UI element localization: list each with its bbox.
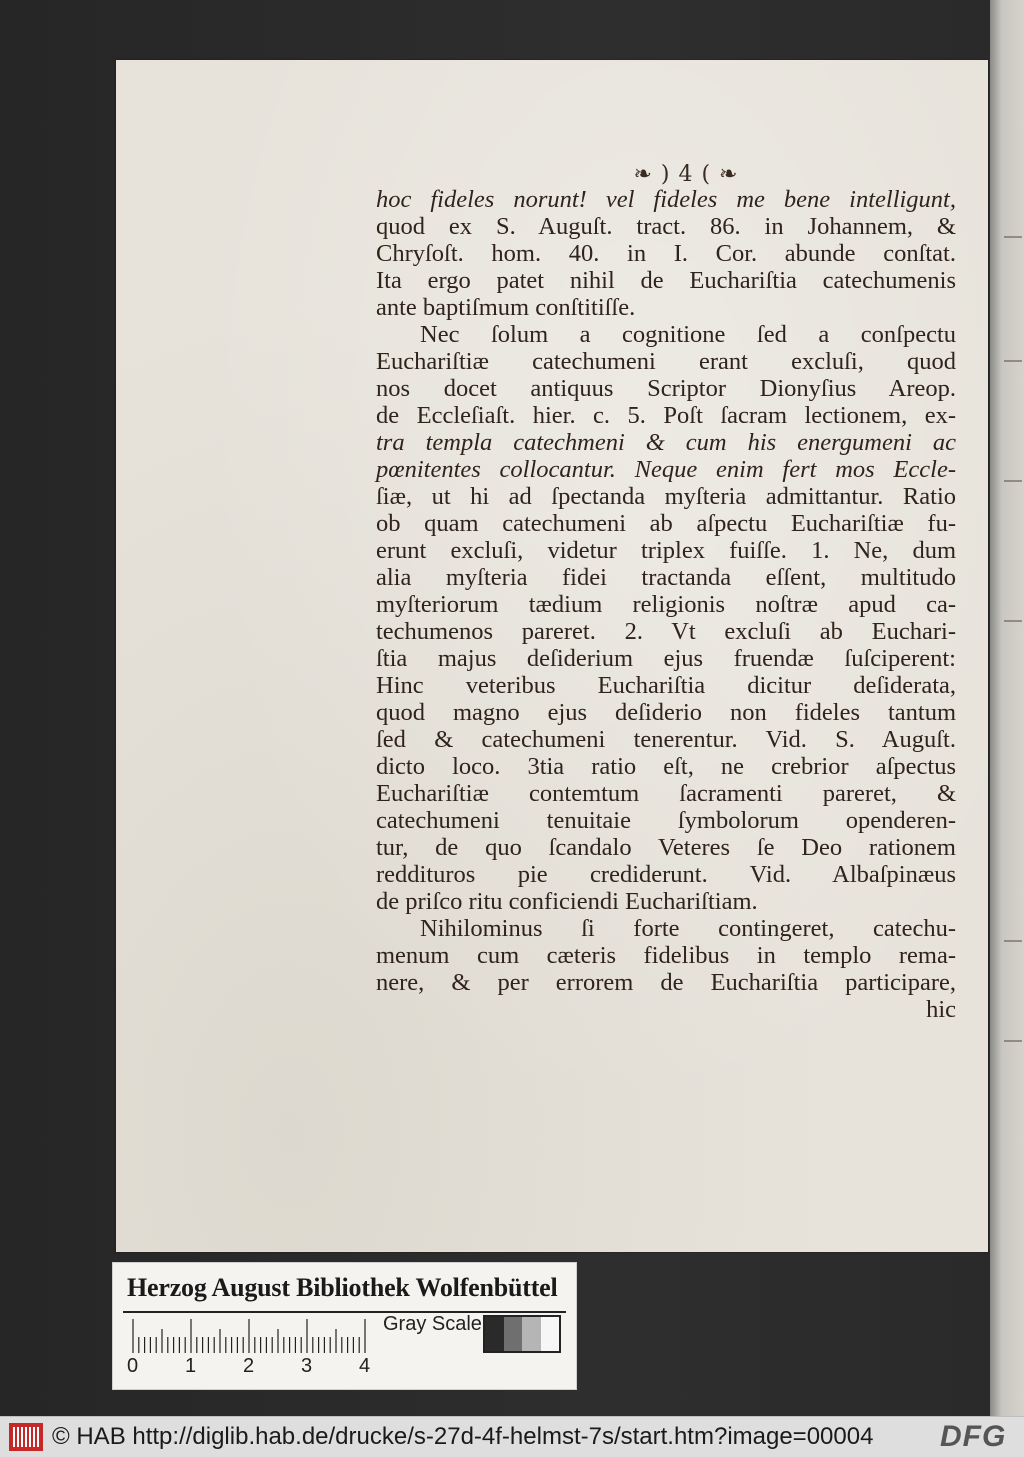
text-line: Hinc veteribus Euchariſtia dicitur deſiderata,	[376, 672, 956, 699]
copyright-url[interactable]: © HAB http://diglib.hab.de/drucke/s-27d-4f-helmst-7s/start.htm?image=00004	[52, 1423, 874, 1450]
text-line: ſiæ, ut hi ad ſpectanda myſteria admittantur. Ratio	[376, 483, 956, 510]
text-line: hic	[926, 996, 956, 1023]
text-line: pœnitentes collocantur. Neque enim fert mos Eccle-	[376, 456, 956, 483]
text-line: de priſco ritu conficiendi Euchariſtiam.	[376, 888, 758, 915]
ruler-number: 4	[359, 1355, 371, 1377]
ruler-scale	[123, 1355, 373, 1379]
text-line: alia myſteria fidei tractanda eſſent, multitudo	[376, 564, 956, 591]
text-line: catechumeni tenuitaie ſymbolorum openderen-	[376, 807, 956, 834]
text-line: Nihilominus ſi forte contingeret, catechu-	[420, 915, 956, 942]
text-line: reddituros pie crediderunt. Vid. Albaſpinæus	[376, 861, 956, 888]
text-line: Euchariſtiæ catechumeni erant excluſi, quod	[376, 348, 956, 375]
text-line: de Eccleſiaſt. hier. c. 5. Poſt ſacram lectionem, ex-	[376, 402, 956, 429]
library-name: Herzog August Bibliothek Wolfenbüttel	[127, 1273, 558, 1302]
text-line: Ita ergo patet nihil de Euchariſtia catechumenis	[376, 267, 956, 294]
ruler-icon	[131, 1319, 371, 1355]
text-line: dicto loco. 3tia ratio eſt, ne crebrior aſpectus	[376, 753, 956, 780]
hab-logo-icon	[8, 1421, 44, 1453]
footer-bar	[0, 1416, 1024, 1457]
gray-scale-swatches	[483, 1315, 561, 1353]
page-number-header: ❧ ) 4 ( ❧	[633, 162, 739, 187]
gray-swatch	[541, 1317, 560, 1351]
ruler-number: 2	[243, 1355, 255, 1377]
dfg-logo: DFG	[940, 1420, 1007, 1453]
book-page	[116, 60, 988, 1252]
text-line: tra templa catechmeni & cum his energumeni ac	[376, 429, 956, 456]
text-line: ſtia majus deſiderium ejus fruendæ ſuſciperent:	[376, 645, 956, 672]
gray-swatch	[522, 1317, 541, 1351]
text-line: quod magno ejus deſiderio non fideles tantum	[376, 699, 956, 726]
text-line: Nec ſolum a cognitione ſed a conſpectu	[420, 321, 956, 348]
label-divider	[123, 1311, 566, 1313]
text-line: techumenos pareret. 2. Vt excluſi ab Euchari-	[376, 618, 956, 645]
body-text	[376, 186, 956, 1023]
text-line: nere, & per errorem de Euchariſtia participare,	[376, 969, 956, 996]
text-line: tur, de quo ſcandalo Veteres ſe Deo rationem	[376, 834, 956, 861]
gray-scale-label: Gray Scale	[383, 1313, 482, 1335]
ruler-number: 1	[185, 1355, 197, 1377]
text-line: erunt excluſi, videtur triplex fuiſſe. 1. Ne, dum	[376, 537, 956, 564]
text-line: ante baptiſmum conſtitiſſe.	[376, 294, 636, 321]
text-line: Euchariſtiæ contemtum ſacramenti pareret, &	[376, 780, 956, 807]
adjacent-page-edge	[990, 0, 1024, 1416]
text-line: ſed & catechumeni tenerentur. Vid. S. Auguſt.	[376, 726, 956, 753]
text-line: hoc fideles norunt! vel fideles me bene intelligunt,	[376, 186, 956, 213]
library-color-card	[112, 1262, 577, 1390]
ruler-number: 0	[127, 1355, 139, 1377]
text-line: myſteriorum tædium religionis noſtræ apud ca-	[376, 591, 956, 618]
text-line: menum cum cæteris fidelibus in templo rema-	[376, 942, 956, 969]
text-line: Chryſoſt. hom. 40. in I. Cor. abunde conſtat.	[376, 240, 956, 267]
text-line: nos docet antiquus Scriptor Dionyſius Areop.	[376, 375, 956, 402]
gray-swatch	[504, 1317, 523, 1351]
ruler-number: 3	[301, 1355, 313, 1377]
text-line: quod ex S. Auguſt. tract. 86. in Johannem, &	[376, 213, 956, 240]
text-line: ob quam catechumeni ab aſpectu Euchariſtiæ fu-	[376, 510, 956, 537]
gray-swatch	[485, 1317, 504, 1351]
